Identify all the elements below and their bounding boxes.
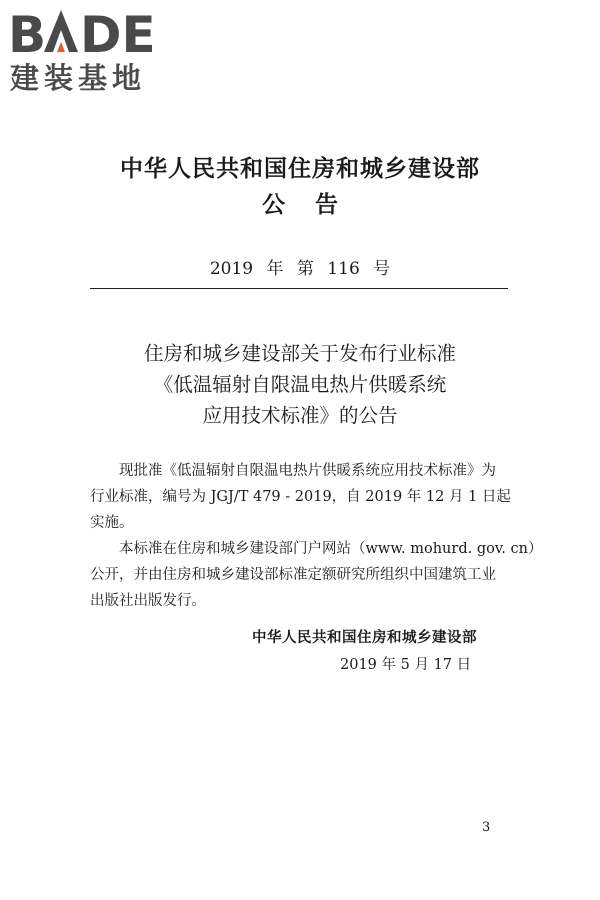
body-line: 行业标准，编号为 JGJ/T 479 - 2019，自 2019 年 12 月 1 日起 xyxy=(90,489,511,505)
body-line: 本标准在住房和城乡建设部门户网站（www. mohurd. gov. cn） xyxy=(119,541,543,557)
logo-letter-b: B xyxy=(8,6,47,56)
header-divider xyxy=(90,288,508,289)
issuer-heading: 中华人民共和国住房和城乡建设部 xyxy=(120,155,480,182)
body-line: 现批准《低温辐射自限温电热片供暖系统应用技术标准》为 xyxy=(119,463,496,479)
title-line-1: 住房和城乡建设部关于发布行业标准 xyxy=(143,342,456,365)
logo-accent-triangle xyxy=(57,42,65,52)
title-line-2: 《低温辐射自限温电热片供暖系统 xyxy=(153,373,447,396)
signature-organization: 中华人民共和国住房和城乡建设部 xyxy=(252,630,477,646)
logo-name-cn: 建装基地 xyxy=(10,61,147,95)
page-number: 3 xyxy=(482,820,491,835)
paragraph-approval xyxy=(90,458,510,536)
document-body xyxy=(90,458,543,614)
bade-logo-wordmark xyxy=(8,6,178,56)
signature-date: 2019 年 5 月 17 日 xyxy=(340,657,472,673)
body-line: 出版社出版发行。 xyxy=(90,593,206,609)
announcement-number xyxy=(0,254,600,279)
body-line: 公开，并由住房和城乡建设部标准定额研究所组织中国建筑工业 xyxy=(90,567,496,583)
body-line: 实施。 xyxy=(90,515,134,531)
logo-letter-de: DE xyxy=(80,6,156,56)
logo xyxy=(8,6,178,96)
paragraph-publication xyxy=(90,536,543,614)
title-line-3: 应用技术标准》的公告 xyxy=(202,404,398,427)
announcement-year: 2019 年 xyxy=(209,259,284,279)
announcement-no: 第 116 号 xyxy=(296,259,391,279)
document-title xyxy=(0,338,600,431)
announcement-label: 公告 xyxy=(262,191,368,218)
